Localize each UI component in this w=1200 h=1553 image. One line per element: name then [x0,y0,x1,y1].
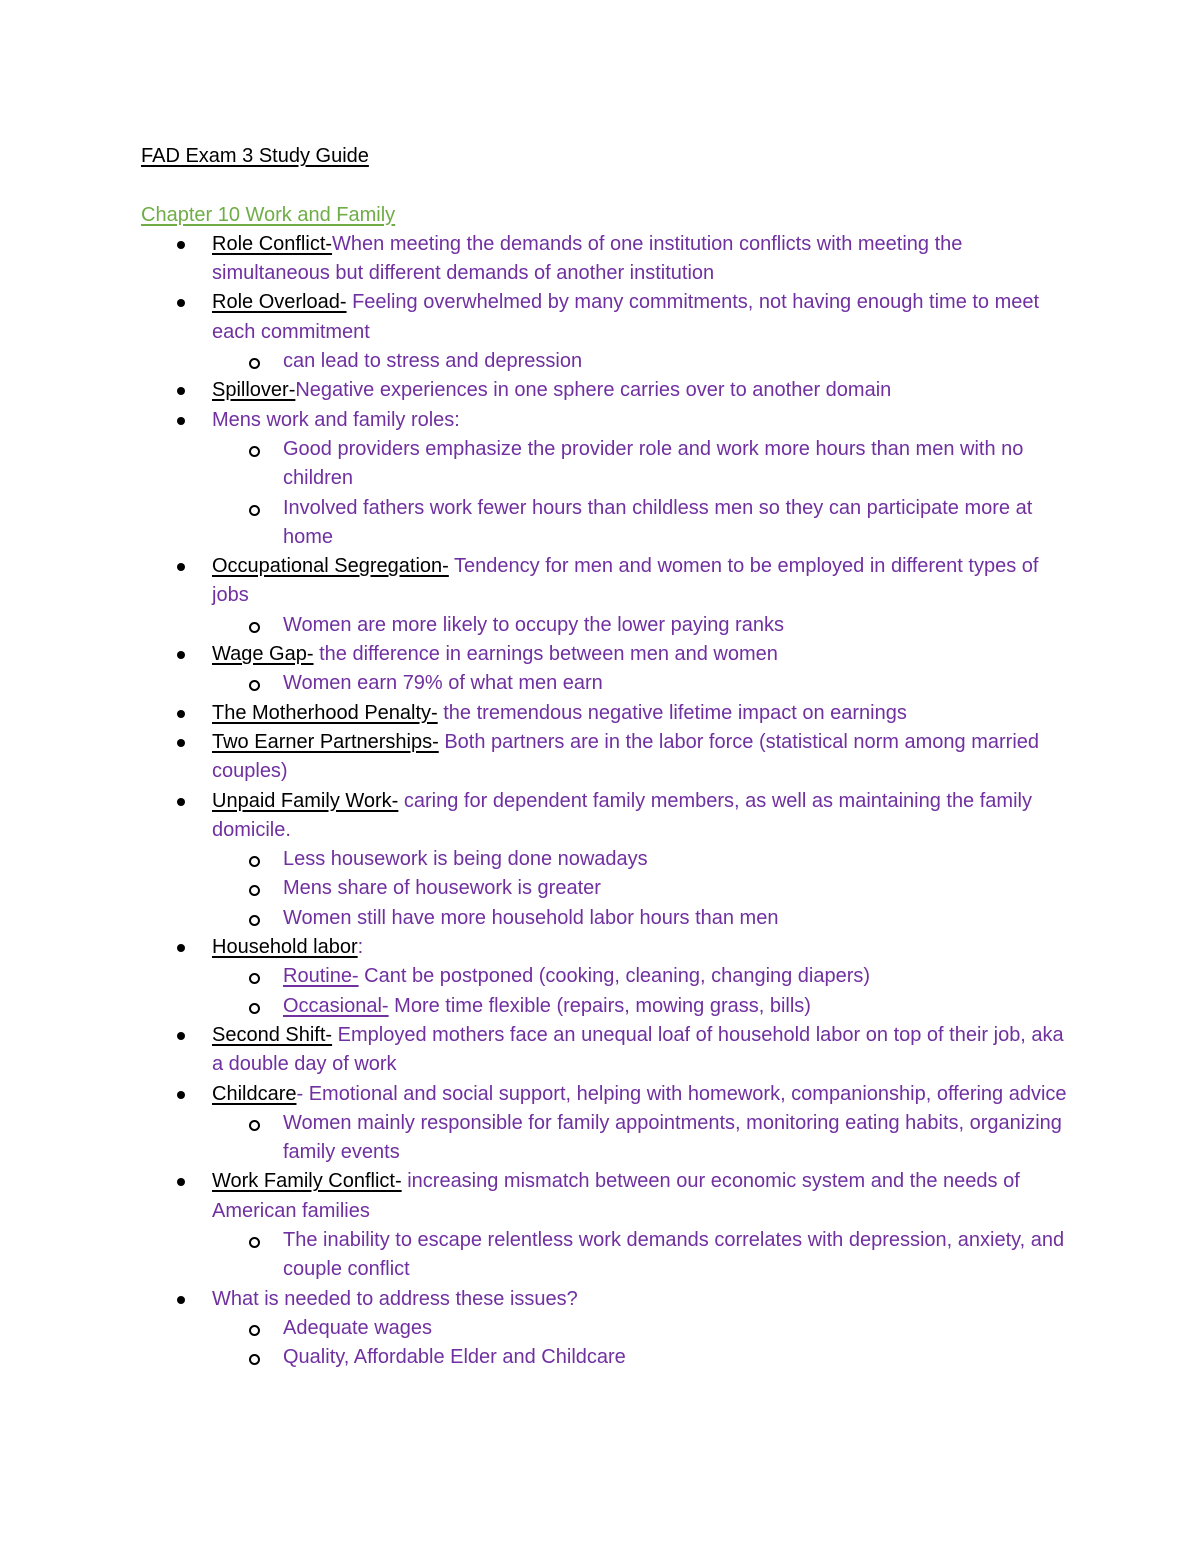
sub-item-text: Cant be postponed (cooking, cleaning, changing diapers) [358,965,871,988]
sub-item-text: Less housework is being done nowadays [283,848,648,871]
sub-list-item [141,874,1071,903]
definition: : [357,936,364,959]
sub-list-item [141,1109,1071,1168]
bullet-icon [177,241,185,249]
bullet-icon [177,1296,185,1304]
sub-list-item [141,845,1071,874]
sub-item-text: Good providers emphasize the provider role and work more hours than men with no children [283,437,1024,490]
definition: What is needed to address these issues? [212,1287,578,1310]
definition: increasing mismatch between our economic system and the needs of American families [212,1170,1020,1222]
definition: - Emotional and social support, helping with homework, companionship, offering advice [296,1082,1067,1105]
circle-bullet-icon [249,1237,260,1248]
circle-bullet-icon [249,358,260,369]
term: Two Earner Partnerships- [212,730,439,753]
sub-list-item [141,1226,1071,1285]
definition: Employed mothers face an unequal loaf of household labor on top of their job, aka a double day of work [212,1023,1064,1076]
term: Role Overload- [212,291,347,314]
bullet-icon [177,1032,185,1040]
term: Role Conflict- [212,232,333,255]
definition: the tremendous negative lifetime impact on earnings [437,701,907,724]
list-item [141,288,1071,347]
sub-item-text: Involved fathers work fewer hours than childless men so they can participate more at home [283,496,1033,548]
sub-item-text: Quality, Affordable Elder and Childcare [283,1346,626,1369]
term: Occupational Segregation- [212,555,449,578]
list-item [141,1167,1071,1226]
list-item [141,552,1071,611]
bullet-icon [177,739,185,747]
sub-item-text: Mens share of housework is greater [283,877,601,900]
term: Wage Gap- [212,643,314,666]
definition: the difference in earnings between men and women [313,643,778,666]
term: Second Shift- [212,1023,333,1046]
sub-list-item [141,992,1071,1021]
sub-list-item [141,611,1071,640]
list-item [141,1021,1071,1080]
sub-list-item [141,435,1071,494]
bullet-icon [177,651,185,659]
circle-bullet-icon [249,622,260,633]
definition: caring for dependent family members, as well as maintaining the family domicile. [212,789,1032,841]
circle-bullet-icon [249,446,260,457]
list-item [141,376,1071,405]
list-item [141,1285,1071,1314]
sub-list-item [141,1314,1071,1343]
sub-item-text: Women still have more household labor hours than men [283,906,779,929]
term: Childcare [212,1082,297,1105]
list-item [141,230,1071,289]
term: The Motherhood Penalty- [212,701,438,724]
sub-list-item [141,904,1071,933]
circle-bullet-icon [249,973,260,984]
bullet-icon [177,417,185,425]
main-list [141,230,1071,1373]
definition: Negative experiences in one sphere carries over to another domain [295,379,892,402]
sub-list-item [141,1343,1071,1372]
definition: When meeting the demands of one institution conflicts with meeting the simultaneous but different demands of another institution [212,232,963,285]
sub-list-item [141,494,1071,553]
term: Work Family Conflict- [212,1170,402,1193]
bullet-icon [177,563,185,571]
term: Spillover- [212,379,296,402]
list-item [141,406,1071,435]
circle-bullet-icon [249,680,260,691]
list-item [141,787,1071,846]
list-item [141,728,1071,787]
document-body [141,142,1071,1372]
sub-item-text: Adequate wages [283,1316,433,1339]
sub-list-item [141,347,1071,376]
bullet-icon [177,1178,185,1186]
sub-item-text: The inability to escape relentless work demands correlates with depression, anxiety, and couple conflict [283,1228,1065,1281]
list-item [141,640,1071,669]
circle-bullet-icon [249,505,260,516]
definition: Both partners are in the labor force (statistical norm among married couples) [212,730,1040,783]
chapter-heading: Chapter 10 Work and Family [141,203,396,226]
sub-item-text: More time flexible (repairs, mowing grass, bills) [388,994,811,1017]
circle-bullet-icon [249,915,260,926]
bullet-icon [177,1091,185,1099]
sub-item-text: Women earn 79% of what men earn [283,672,603,695]
circle-bullet-icon [249,1354,260,1365]
list-item [141,1080,1071,1109]
term: Household labor [212,936,358,959]
definition: Mens work and family roles: [212,408,460,431]
circle-bullet-icon [249,856,260,867]
bullet-icon [177,710,185,718]
circle-bullet-icon [249,885,260,896]
blank-line [141,171,1071,200]
bullet-icon [177,387,185,395]
sub-list-item [141,669,1071,698]
list-item [141,933,1071,962]
sub-term: Routine- [283,965,359,988]
sub-list-item [141,962,1071,991]
list-item [141,699,1071,728]
sub-item-text: Women are more likely to occupy the lower paying ranks [283,613,784,636]
bullet-icon [177,798,185,806]
sub-term: Occasional- [283,994,389,1017]
sub-item-text: can lead to stress and depression [283,350,583,373]
definition: Tendency for men and women to be employed in different types of jobs [212,555,1039,607]
document-title: FAD Exam 3 Study Guide [141,145,369,167]
definition: Feeling overwhelmed by many commitments, not having enough time to meet each commitment [212,291,1040,343]
term: Unpaid Family Work- [212,789,399,812]
bullet-icon [177,944,185,952]
circle-bullet-icon [249,1325,260,1336]
circle-bullet-icon [249,1003,260,1014]
sub-item-text: Women mainly responsible for family appointments, monitoring eating habits, organizing family events [283,1111,1062,1164]
bullet-icon [177,299,185,307]
circle-bullet-icon [249,1120,260,1131]
